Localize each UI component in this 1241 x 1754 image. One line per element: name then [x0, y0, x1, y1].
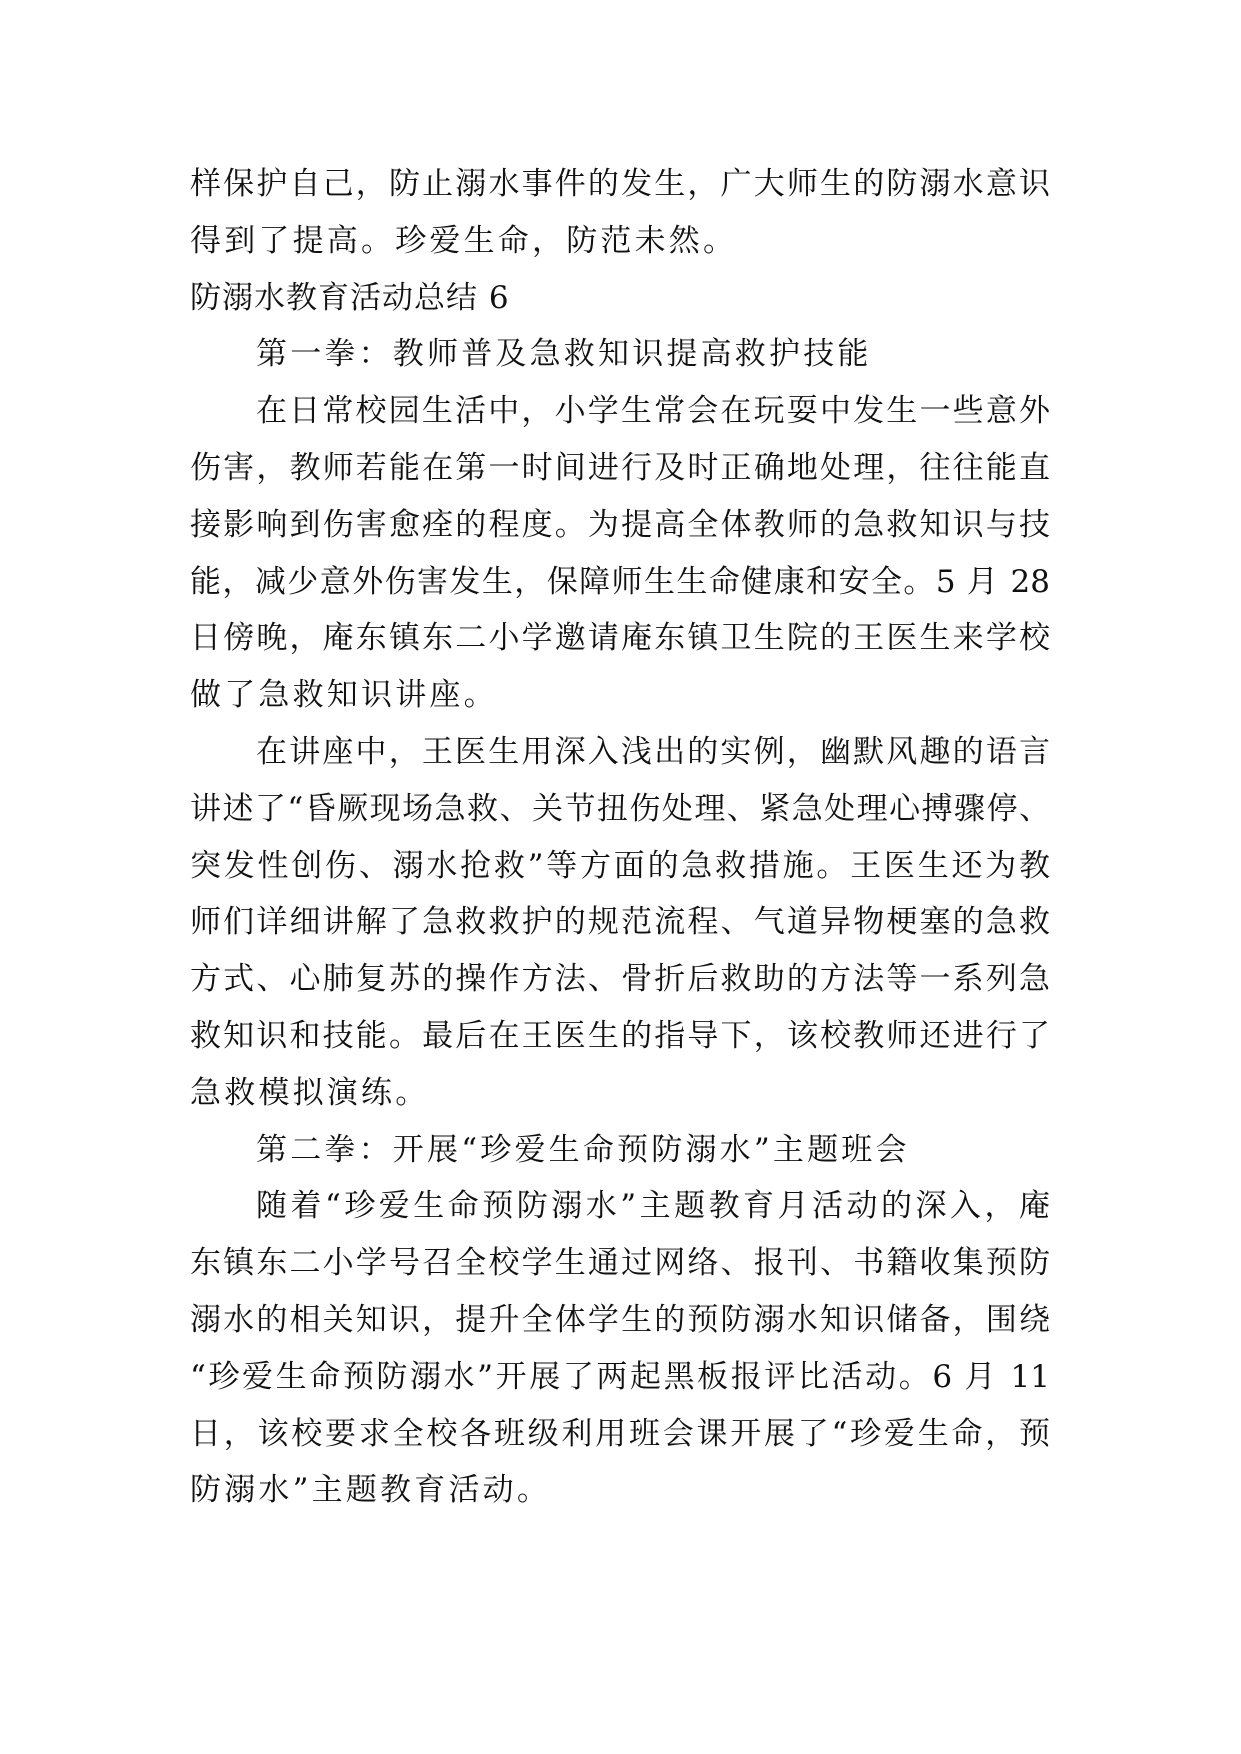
paragraph-line: 溺水的相关知识，提升全体学生的预防溺水知识储备，围绕	[190, 1301, 1050, 1338]
paragraph-line: 日傍晚，庵东镇东二小学邀请庵东镇卫生院的王医生来学校	[190, 620, 1050, 657]
paragraph-line: 能，减少意外伤害发生，保障师生生命健康和安全。5 月 28	[190, 563, 1050, 600]
paragraph-line: 东镇东二小学号召全校学生通过网络、报刊、书籍收集预防	[190, 1245, 1050, 1282]
paragraph-line: 做了急救知识讲座。	[190, 677, 498, 714]
paragraph-line: 在讲座中，王医生用深入浅出的实例，幽默风趣的语言	[256, 733, 1050, 770]
paragraph-line: 日，该校要求全校各班级利用班会课开展了“珍爱生命，预	[190, 1415, 1050, 1452]
paragraph-line: 急救模拟演练。	[190, 1074, 430, 1111]
paragraph-line: 防溺水”主题教育活动。	[190, 1472, 552, 1509]
paragraph-line: 接影响到伤害愈痊的程度。为提高全体教师的急救知识与技	[190, 506, 1050, 543]
section-title: 防溺水教育活动总结 6	[190, 279, 510, 316]
paragraph-line: 伤害，教师若能在第一时间进行及时正确地处理，往往能直	[190, 449, 1050, 486]
paragraph-line: 突发性创伤、溺水抢救”等方面的急救措施。王医生还为教	[190, 847, 1050, 884]
subheading: 第一拳：教师普及急救知识提高救护技能	[256, 336, 872, 373]
paragraph-line: 随着“珍爱生命预防溺水”主题教育月活动的深入，庵	[256, 1188, 1050, 1225]
paragraph-line: 得到了提高。珍爱生命，防范未然。	[190, 222, 738, 259]
paragraph-line: 师们详细讲解了急救救护的规范流程、气道异物梗塞的急救	[190, 904, 1050, 941]
paragraph-line: 讲述了“昏厥现场急救、关节扭伤处理、紧急处理心搏骤停、	[190, 790, 1050, 827]
paragraph-line: 方式、心肺复苏的操作方法、骨折后救助的方法等一系列急	[190, 961, 1050, 998]
paragraph-line: 救知识和技能。最后在王医生的指导下，该校教师还进行了	[190, 1017, 1050, 1054]
subheading: 第二拳：开展“珍爱生命预防溺水”主题班会	[256, 1131, 910, 1168]
paragraph-line: 样保护自己，防止溺水事件的发生，广大师生的防溺水意识	[190, 166, 1050, 202]
paragraph-line: “珍爱生命预防溺水”开展了两起黑板报评比活动。6 月 11	[190, 1358, 1050, 1395]
paragraph-line: 在日常校园生活中，小学生常会在玩耍中发生一些意外	[256, 393, 1050, 430]
document-body	[190, 156, 1050, 1519]
